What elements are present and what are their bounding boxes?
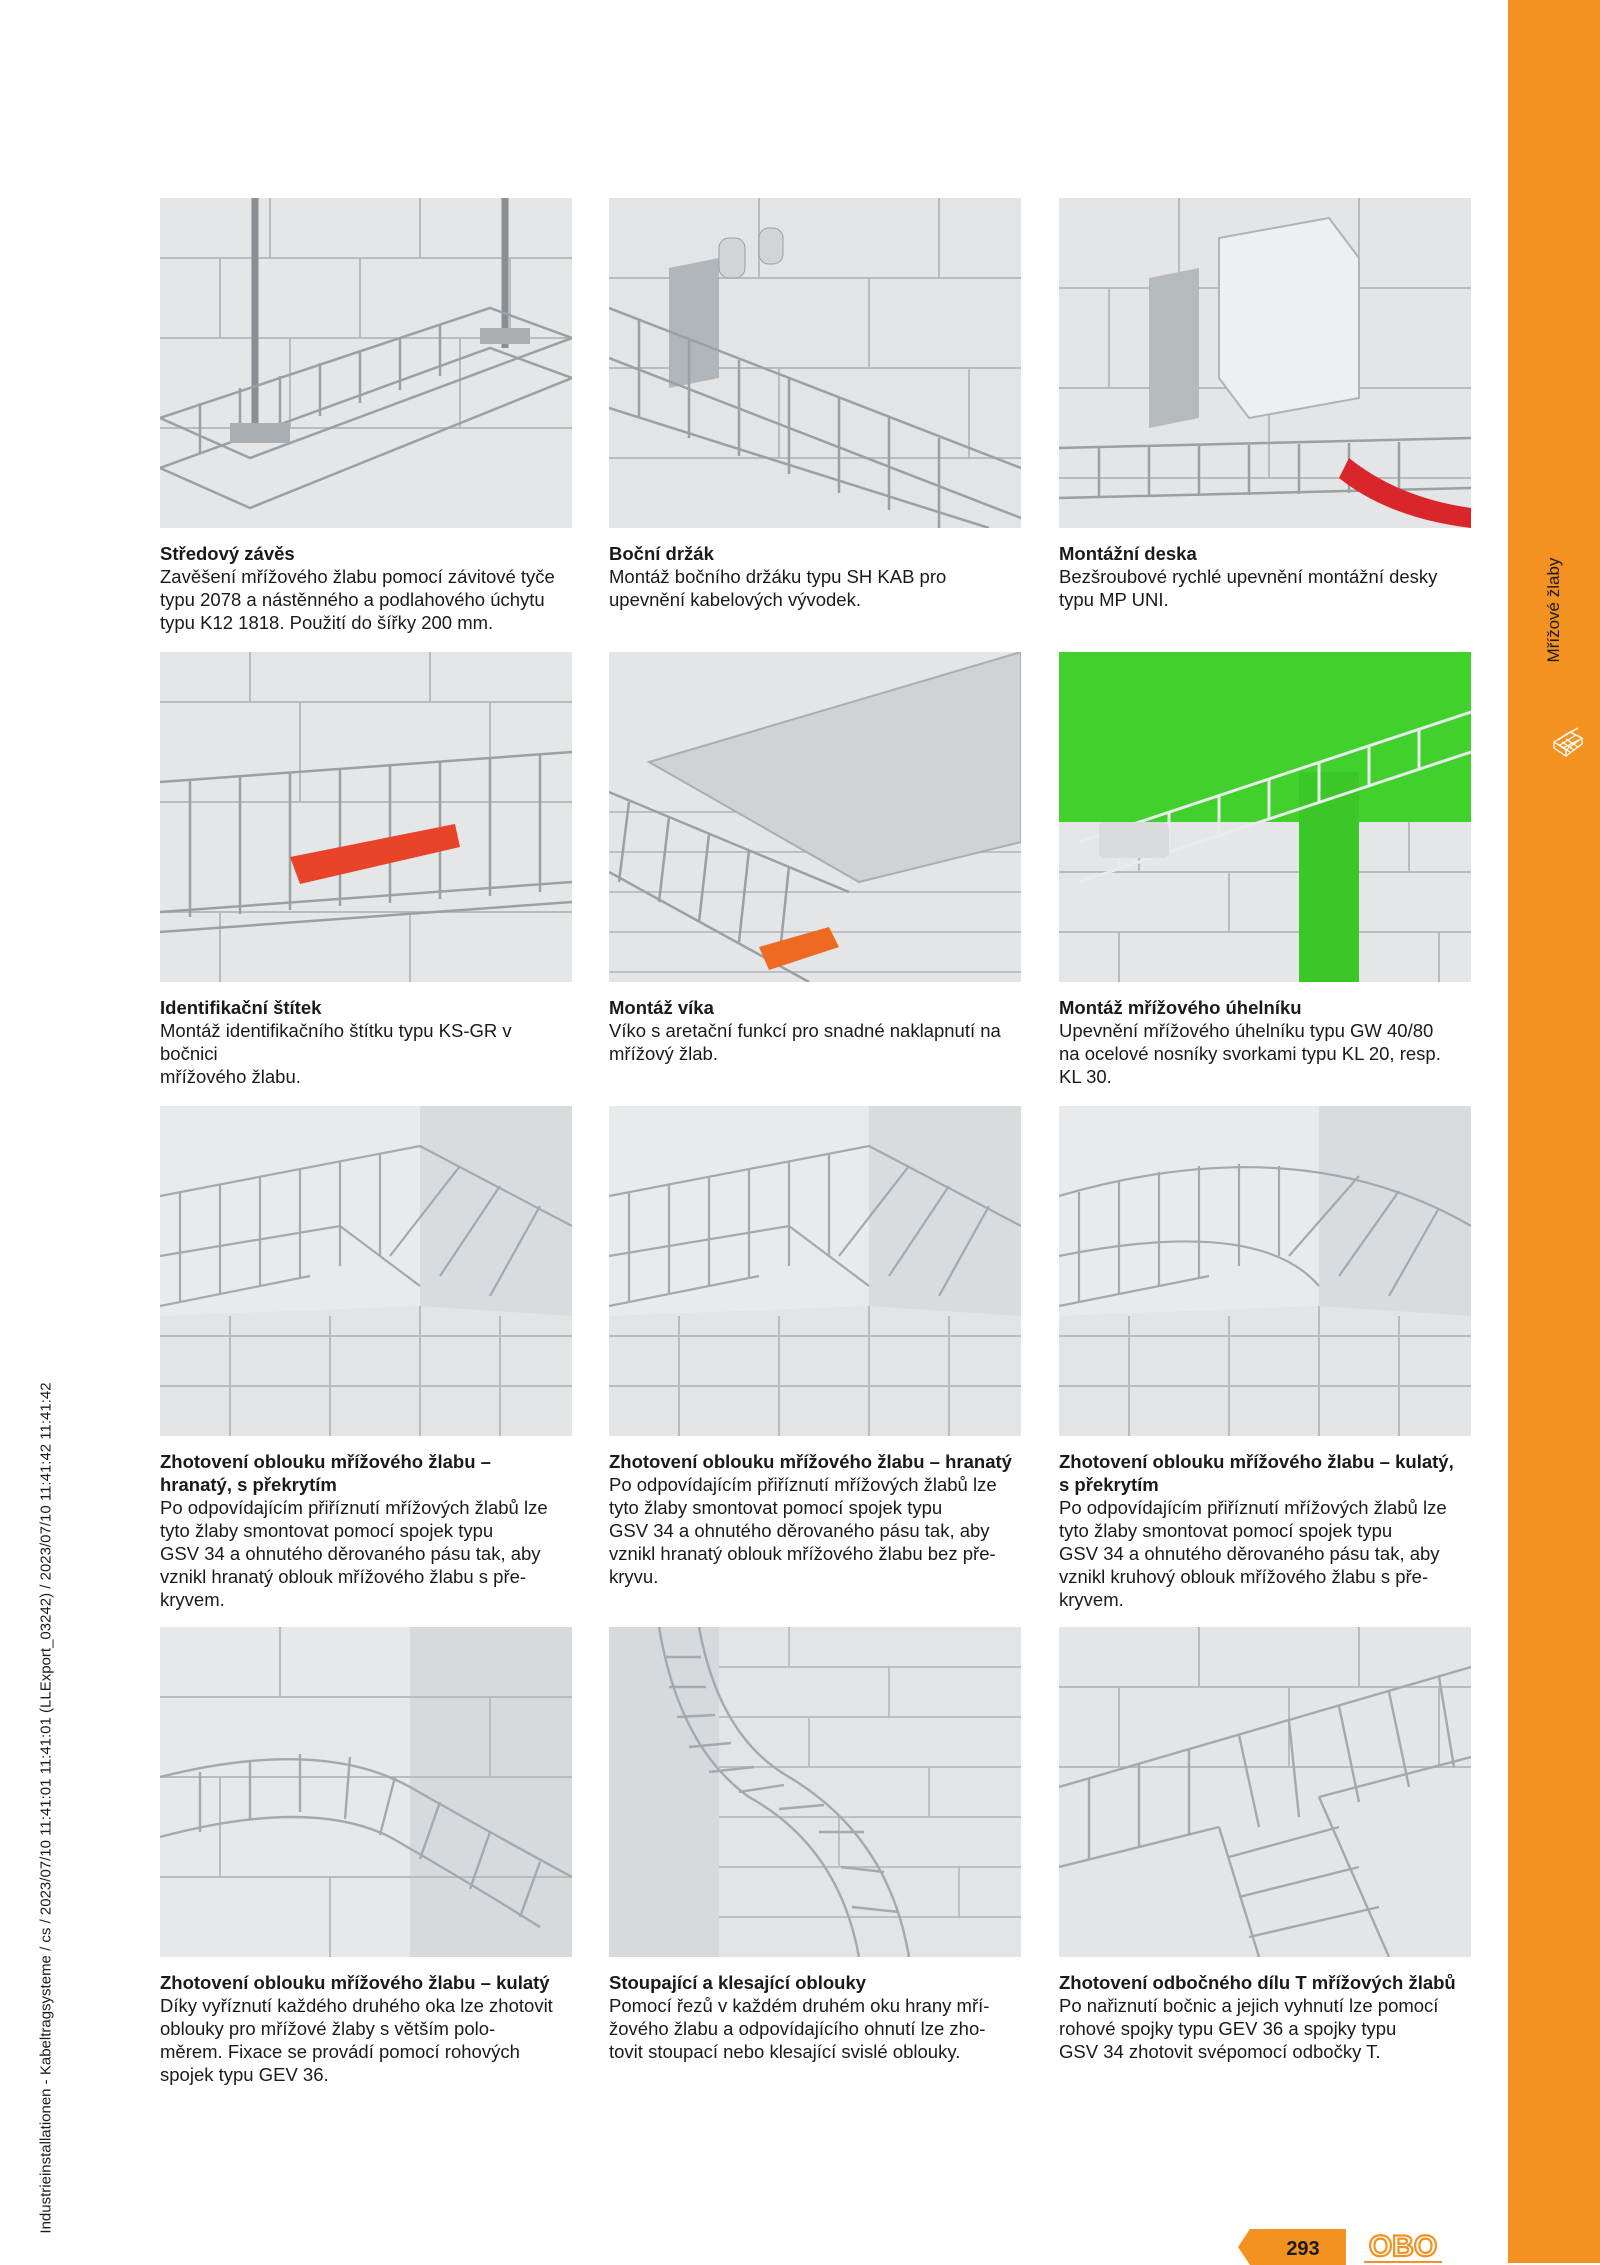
card-title: Zhotovení oblouku mřížového žlabu – hranatý [609,1451,1012,1472]
obo-logo [1362,2227,1444,2265]
section-label: Mřížové žlaby [1544,557,1563,663]
card-description: Díky vyříznutí každého druhého oka lze zhotovit oblouky pro mřížové žlaby s větším polo- měrem. Fixace se provádí pomocí rohových spojek typu GEV 36. [160,1995,553,2085]
card-title: Montáž víka [609,997,714,1018]
card-title: Zhotovení oblouku mřížového žlabu – kulatý, s překrytím [1059,1451,1454,1495]
side-accent-bar [1508,0,1600,2263]
card-title: Boční držák [609,543,714,564]
card-description: Bezšroubové rychlé upevnění montážní desky typu MP UNI. [1059,566,1438,610]
card-t-piece [1059,1627,1471,2063]
card-round-bend-overlap [1059,1106,1471,1611]
page-number: 293 [1286,2238,1320,2260]
card-description: Upevnění mřížového úhelníku typu GW 40/80 na ocelové nosníky svorkami typu KL 20, resp. KL 30. [1059,1020,1441,1087]
card-square-bend-overlap [160,1106,572,1611]
photo-side-bracket [609,198,1021,528]
card-angle-bracket [1059,652,1471,1088]
photo-t-piece [1059,1627,1471,1957]
photo-vertical-bends [609,1627,1021,1957]
card-title: Zhotovení oblouku mřížového žlabu – kulatý [160,1972,550,1993]
photo-center-hanger [160,198,572,528]
card-center-hanger [160,198,572,634]
print-metadata: Industrieinstallationen - Kabeltragsysteme / cs / 2023/07/10 11:41:01 11:41:01 (LLExport_03242) / 2023/07/10 11:41:42 11:41:42 [37,1382,55,2234]
card-title: Zhotovení oblouku mřížového žlabu – hranatý, s překrytím [160,1451,491,1495]
photo-square-bend [609,1106,1021,1436]
card-title: Montážní deska [1059,543,1197,564]
card-title: Montáž mřížového úhelníku [1059,997,1302,1018]
photo-square-bend-overlap [160,1106,572,1436]
card-description: Víko s aretační funkcí pro snadné naklapnutí na mřížový žlab. [609,1020,1001,1064]
card-description: Po nařiznutí bočnic a jejich vyhnutí lze pomocí rohové spojky typu GEV 36 a spojky typu GSV 34 zhotovit svépomocí odbočky T. [1059,1995,1439,2062]
photo-mounting-plate [1059,198,1471,528]
card-round-bend [160,1627,572,2086]
photo-cover-mount [609,652,1021,982]
card-title: Zhotovení odbočného dílu T mřížových žlabů [1059,1972,1456,1993]
card-id-label [160,652,572,1088]
card-description: Montáž bočního držáku typu SH KAB pro upevnění kabelových vývodek. [609,566,947,610]
photo-angle-bracket [1059,652,1471,982]
card-side-bracket [609,198,1021,611]
photo-round-bend-overlap [1059,1106,1471,1436]
card-description: Po odpovídajícím přiříznutí mřížových žlabů lze tyto žlaby smontovat pomocí spojek typu GSV 34 a ohnutého děrovaného pásu tak, aby vznikl hranatý oblouk mřížového žlabu bez pře- kryvu. [609,1474,997,1587]
svg-text:OBO: OBO [1368,2230,1438,2263]
card-description: Po odpovídajícím přiříznutí mřížových žlabů lze tyto žlaby smontovat pomocí spojek typu GSV 34 a ohnutého děrovaného pásu tak, aby vznikl hranatý oblouk mřížového žlabu s pře- kryvem. [160,1497,548,1610]
card-description: Po odpovídajícím přiříznutí mřížových žlabů lze tyto žlaby smontovat pomocí spojek typu GSV 34 a ohnutého děrovaného pásu tak, aby vznikl kruhový oblouk mřížového žlabu s pře- kryvem. [1059,1497,1447,1610]
card-title: Středový závěs [160,543,295,564]
card-description: Pomocí řezů v každém druhém oku hrany mří- žového žlabu a odpovídajícího ohnutí lze zho- tovit stoupací nebo klesající svislé oblouky. [609,1995,990,2062]
card-title: Identifikační štítek [160,997,322,1018]
card-cover-mount [609,652,1021,1065]
card-title: Stoupající a klesající oblouky [609,1972,867,1993]
card-mounting-plate [1059,198,1471,611]
card-description: Zavěšení mřížového žlabu pomocí závitové tyče typu 2078 a nástěnného a podlahového úchytu typu K12 1818. Použití do šířky 200 mm. [160,566,555,633]
card-vertical-bends [609,1627,1021,2063]
photo-round-bend [160,1627,572,1957]
card-square-bend [609,1106,1021,1588]
cable-tray-icon [1550,712,1584,762]
photo-id-label [160,652,572,982]
card-description: Montáž identifikačního štítku typu KS-GR v bočnici mřížového žlabu. [160,1020,512,1087]
